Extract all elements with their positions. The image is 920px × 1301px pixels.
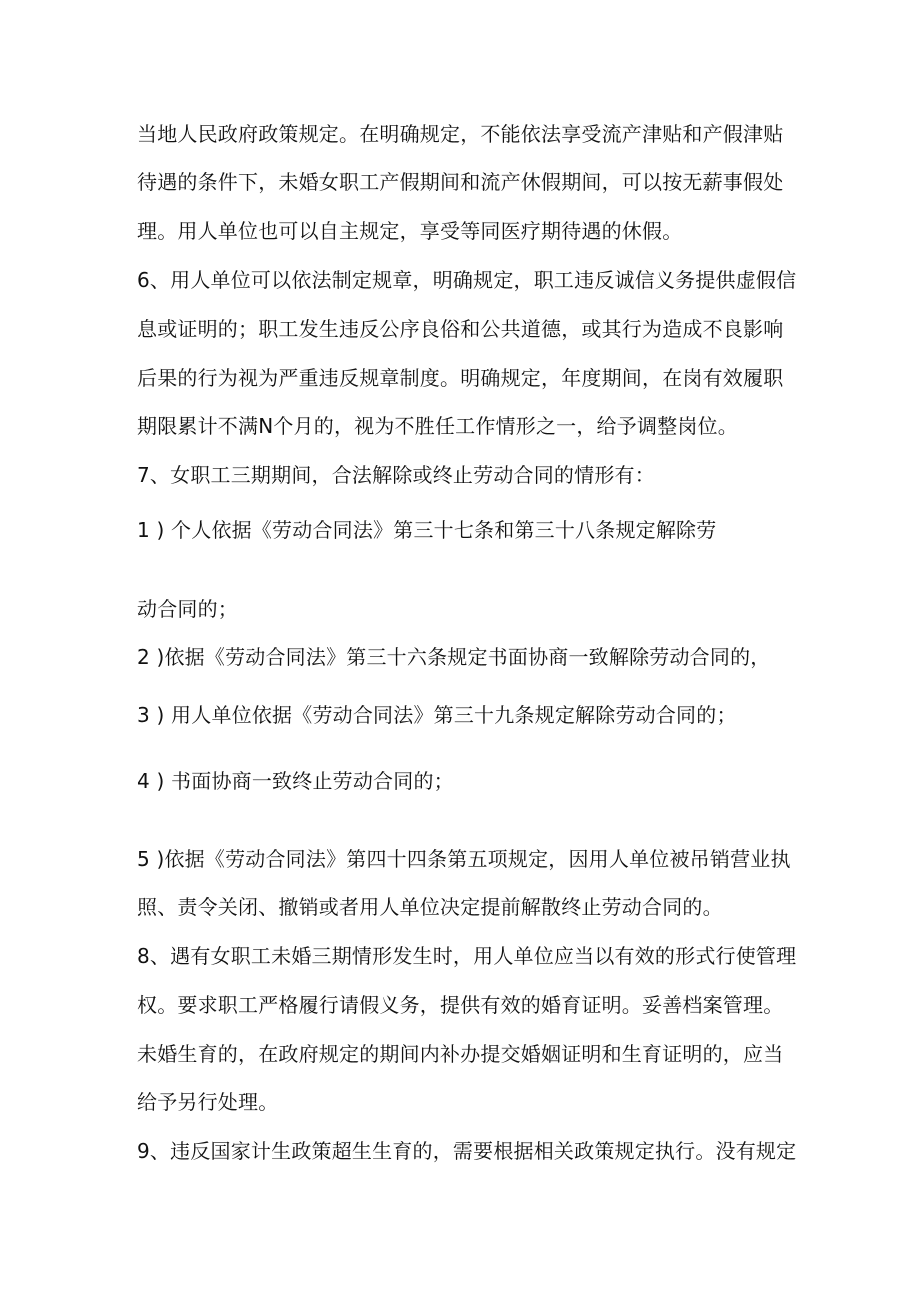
text-line: 8、遇有女职工未婚三期情形发生时，用人单位应当以有效的形式行使管理 xyxy=(137,944,797,968)
text-line: 4 ) 书面协商一致终止劳动合同的； xyxy=(137,769,454,793)
text-line: 9、违反国家计生政策超生生育的，需要根据相关政策规定执行。没有规定 xyxy=(137,1139,797,1163)
text-line: 当地人民政府政策规定。在明确规定，不能依法享受流产津贴和产假津贴 xyxy=(137,122,784,146)
text-line: 给予另行处理。 xyxy=(137,1090,279,1114)
text-line: 动合同的； xyxy=(137,597,238,621)
text-line: 2 )依据《劳动合同法》第三十六条规定书面协商一致解除劳动合同的， xyxy=(137,645,771,669)
text-line: 3 ) 用人单位依据《劳动合同法》第三十九条规定解除劳动合同的； xyxy=(137,703,737,727)
text-line: 照、责令关闭、撤销或者用人单位决定提前解散终止劳动合同的。 xyxy=(137,895,723,919)
text-line: 未婚生育的，在政府规定的期间内补办提交婚姻证明和生育证明的，应当 xyxy=(137,1042,784,1066)
text-line: 待遇的条件下，未婚女职工产假期间和流产休假期间，可以按无薪事假处 xyxy=(137,170,784,194)
text-line: 理。用人单位也可以自主规定，享受等同医疗期待遇的休假。 xyxy=(137,219,683,243)
text-line: 后果的行为视为严重违反规章制度。明确规定，年度期间，在岗有效履职 xyxy=(137,366,784,390)
text-line: 息或证明的；职工发生违反公序良俗和公共道德，或其行为造成不良影响 xyxy=(137,317,784,341)
text-line: 7、女职工三期期间，合法解除或终止劳动合同的情形有： xyxy=(137,463,655,487)
text-line: 期限累计不满N个月的，视为不胜任工作情形之一，给予调整岗位。 xyxy=(137,414,738,438)
text-line: 6、用人单位可以依法制定规章，明确规定，职工违反诚信义务提供虚假信 xyxy=(137,268,797,292)
text-line: 1 ) 个人依据《劳动合同法》第三十七条和第三十八条规定解除劳 xyxy=(137,518,717,542)
text-line: 权。要求职工严格履行请假义务，提供有效的婚育证明。妥善档案管理。 xyxy=(137,993,784,1017)
text-line: 5 )依据《劳动合同法》第四十四条第五项规定，因用人单位被吊销营业执 xyxy=(137,847,791,871)
